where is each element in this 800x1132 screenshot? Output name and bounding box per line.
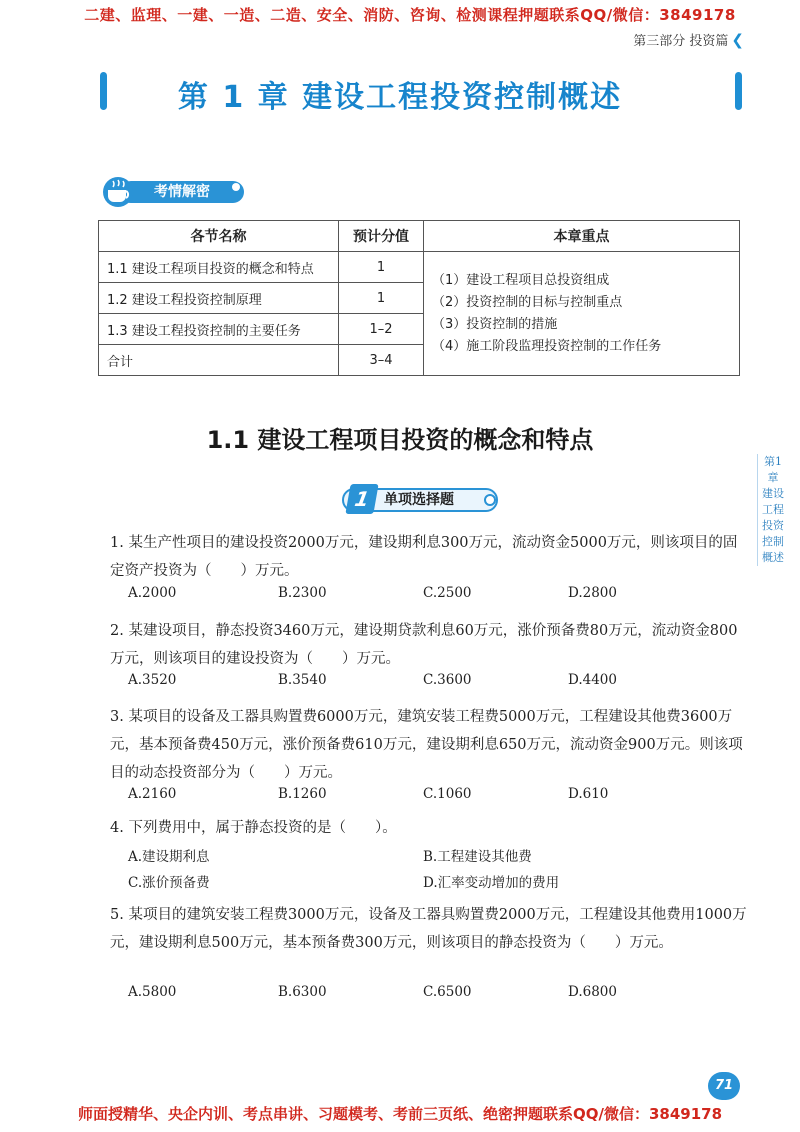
question-stem: 3. 某项目的设备及工器具购置费6000万元，建筑安装工程费5000万元，工程建设其他费3600万元，基本预备费450万元，涨价预备费610万元，建设期利息650万元，流动资金900万元。则该项目的动态投资部分为（ ）万元。 (110, 709, 743, 781)
question-options (128, 786, 708, 810)
question-stem: 1. 某生产性项目的建设投资2000万元，建设期利息300万元，流动资金5000万元，则该项目的固定资产投资为（ ）万元。 (110, 535, 738, 579)
question-stem: 5. 某项目的建筑安装工程费3000万元，设备及工器具购置费2000万元，工程建设其他费用1000万元，建设期利息500万元，基本预备费300万元，则该项目的静态投资为（ ）万元。 (110, 907, 747, 951)
option: B.3540 (278, 672, 327, 688)
option: C.涨价预备费 (128, 875, 210, 891)
header-key-points: 本章重点 (424, 221, 740, 252)
section-name-cell: 1.3 建设工程投资控制的主要任务 (99, 314, 339, 345)
chevron-left-icon: ❮ (731, 31, 744, 49)
key-points-cell (424, 252, 740, 376)
option: C.6500 (423, 984, 472, 1000)
kaoqing-badge (98, 176, 248, 206)
score-cell: 1 (339, 252, 424, 283)
section-name-cell: 1.2 建设工程投资控制原理 (99, 283, 339, 314)
option: C.1060 (423, 786, 472, 802)
bottom-banner: 师面授精华、央企内训、考点串讲、习题模考、考前三页纸、绝密押题联系QQ/微信：3849178 (77, 1105, 723, 1123)
question-stem: 2. 某建设项目，静态投资3460万元，建设期贷款利息60万元，涨价预备费80万元，流动资金800万元，则该项目的建设投资为（ ）万元。 (110, 623, 738, 667)
option: A.2160 (128, 786, 177, 802)
question-type-number: 1 (345, 484, 378, 514)
page-number: 71 (708, 1072, 740, 1100)
ring-icon (484, 494, 496, 506)
option: A.5800 (128, 984, 177, 1000)
side-chapter-tab: 第1章 建设工程投资控制概述 (757, 454, 784, 566)
question-options (128, 672, 708, 696)
question-stem: 4. 下列费用中，属于静态投资的是（ ）。 (110, 820, 397, 836)
coffee-cup-icon (98, 176, 142, 208)
key-point: （1）建设工程项目总投资组成 (432, 272, 610, 288)
option: A.2000 (128, 585, 177, 601)
option: B.工程建设其他费 (423, 849, 532, 865)
score-cell: 1 (339, 283, 424, 314)
dot-icon (232, 183, 240, 191)
table-header-row (99, 221, 740, 252)
question-options (128, 871, 708, 895)
key-point: （4）施工阶段监理投资控制的工作任务 (432, 338, 662, 354)
key-point: （2）投资控制的目标与控制重点 (432, 294, 623, 310)
option: D.汇率变动增加的费用 (423, 875, 560, 891)
option: D.610 (568, 786, 609, 802)
option: C.3600 (423, 672, 472, 688)
table-row (99, 252, 740, 283)
option: D.6800 (568, 984, 617, 1000)
option: A.3520 (128, 672, 177, 688)
key-point: （3）投资控制的措施 (432, 316, 558, 332)
key-points-list (432, 270, 731, 358)
option: C.2500 (423, 585, 472, 601)
chapter-title: 第 1 章 建设工程投资控制概述 (177, 80, 623, 115)
kaoqing-badge-label: 考情解密 (120, 181, 244, 203)
question-type-badge (342, 488, 502, 512)
header-expected-score: 预计分值 (339, 221, 424, 252)
top-banner: 二建、监理、一建、一造、二造、安全、消防、咨询、检测课程押题联系QQ/微信：3849178 (84, 6, 736, 24)
section-name-cell: 1.1 建设工程项目投资的概念和特点 (99, 252, 339, 283)
option: B.2300 (278, 585, 327, 601)
running-head (633, 30, 744, 49)
question-type-label: 单项选择题 (342, 488, 498, 512)
option: D.2800 (568, 585, 617, 601)
header-section-name: 各节名称 (99, 221, 339, 252)
question-options (128, 585, 708, 609)
option: B.6300 (278, 984, 327, 1000)
running-head-part: 第三部分 投资篇 (633, 34, 729, 49)
option: A.建设期利息 (128, 849, 210, 865)
section-name-cell: 合计 (99, 345, 339, 376)
question-options (128, 984, 708, 1008)
option: D.4400 (568, 672, 617, 688)
score-cell: 3–4 (339, 345, 424, 376)
question-options (128, 845, 708, 869)
section-title: 1.1 建设工程项目投资的概念和特点 (206, 426, 594, 454)
kaoqing-table (98, 220, 740, 376)
score-cell: 1–2 (339, 314, 424, 345)
option: B.1260 (278, 786, 327, 802)
